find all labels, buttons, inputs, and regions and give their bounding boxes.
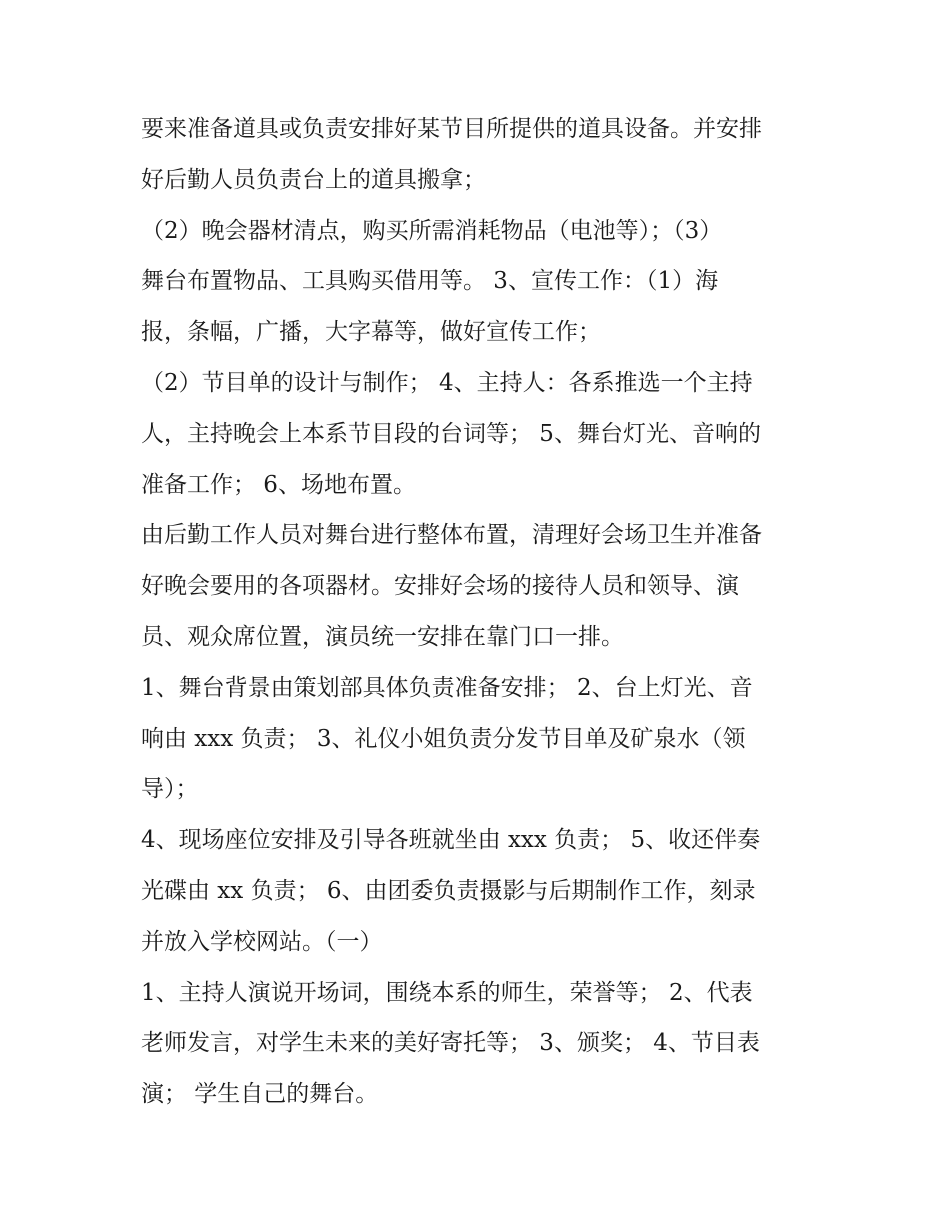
text-line: 员、观众席位置，演员统一安排在靠门口一排。 <box>141 623 624 650</box>
text-line: 响由 xxx 负责； 3、礼仪小姐负责分发节目单及矿泉水（领 <box>141 725 746 752</box>
text-line: 报，条幅，广播，大字幕等，做好宣传工作； <box>141 319 601 346</box>
text-line: （2）晚会器材清点，购买所需消耗物品（电池等）；（3） <box>141 217 723 244</box>
document-body <box>141 104 821 1120</box>
text-line: 好晚会要用的各项器材。安排好会场的接待人员和领导、演 <box>141 573 739 600</box>
text-line: 导）； <box>141 776 199 803</box>
text-line: 人，主持晚会上本系节目段的台词等； 5、舞台灯光、音响的 <box>141 420 761 447</box>
text-line: 老师发言，对学生未来的美好寄托等； 3、颁奖； 4、节目表 <box>141 1030 760 1057</box>
text-line: 要来准备道具或负责安排好某节目所提供的道具设备。并安排 <box>141 116 762 142</box>
text-line: 舞台布置物品、工具购买借用等。 3、宣传工作：（1）海 <box>141 268 719 295</box>
text-line: （2）节目单的设计与制作； 4、主持人：各系推选一个主持 <box>141 369 753 396</box>
text-line: 4、现场座位安排及引导各班就坐由 xxx 负责； 5、收还伴奏 <box>141 827 761 854</box>
text-line: 由后勤工作人员对舞台进行整体布置，清理好会场卫生并准备 <box>141 522 762 549</box>
text-line: 演； 学生自己的舞台。 <box>141 1081 379 1108</box>
text-line: 准备工作； 6、场地布置。 <box>141 471 416 498</box>
text-line: 光碟由 xx 负责； 6、由团委负责摄影与后期制作工作，刻录 <box>141 877 756 904</box>
text-line: 1、舞台背景由策划部具体负责准备安排； 2、台上灯光、音 <box>141 674 753 701</box>
text-line: 1、主持人演说开场词，围绕本系的师生，荣誉等； 2、代表 <box>141 979 753 1006</box>
text-line: 好后勤人员负责台上的道具搬拿； <box>141 166 486 193</box>
text-line: 并放入学校网站。（一） <box>141 928 383 955</box>
